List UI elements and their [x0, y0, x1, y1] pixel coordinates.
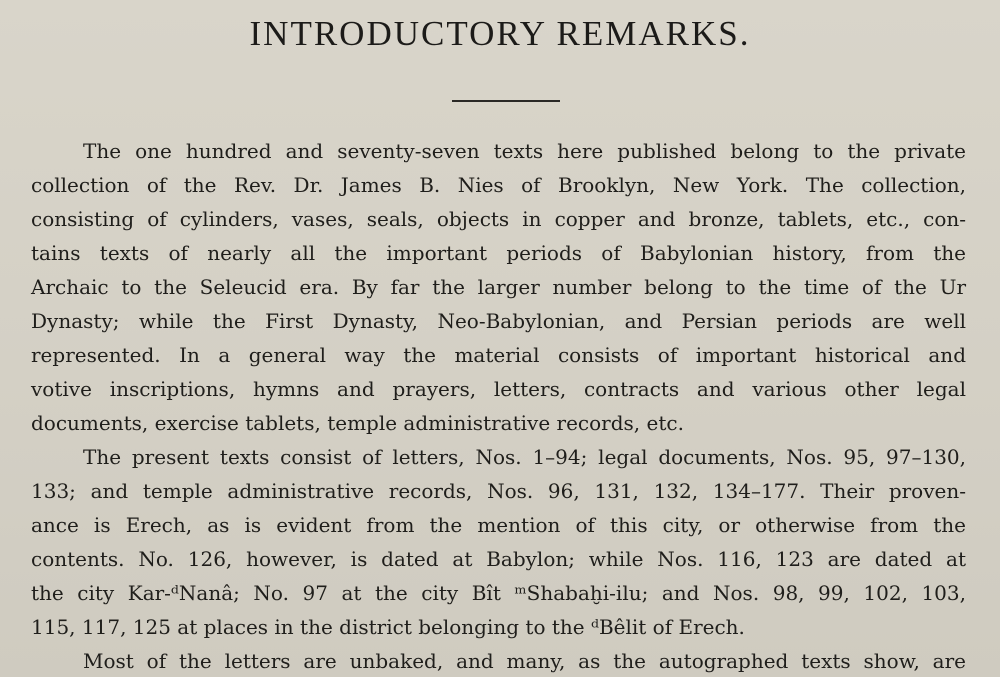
text-line: documents, exercise tablets, temple administrative records, etc. [31, 411, 684, 435]
text-line: ance is Erech, as is evident from the mention of this city, or otherwise from the [31, 513, 966, 537]
text-line: 115, 117, 125 at places in the district belonging to the ᵈBêlit of Erech. [31, 615, 745, 639]
body-text [31, 134, 966, 677]
title-rule [452, 100, 560, 102]
text-line: Most of the letters are unbaked, and many, as the autographed texts show, are [83, 649, 966, 673]
text-line: Dynasty; while the First Dynasty, Neo-Babylonian, and Persian periods are well [31, 309, 966, 333]
text-line: consisting of cylinders, vases, seals, objects in copper and bronze, tablets, etc., con- [31, 207, 966, 231]
paragraph-3 [31, 644, 966, 677]
paragraph-1 [31, 134, 966, 440]
text-line: represented. In a general way the material consists of important historical and [31, 343, 966, 367]
text-line: votive inscriptions, hymns and prayers, letters, contracts and various other legal [31, 377, 966, 401]
text-line: collection of the Rev. Dr. James B. Nies of Brooklyn, New York. The collection, [31, 173, 966, 197]
text-line: The present texts consist of letters, Nos. 1–94; legal documents, Nos. 95, 97–130, [83, 445, 966, 469]
text-line: the city Kar-ᵈNanâ; No. 97 at the city Bît ᵐShabaḫi-ilu; and Nos. 98, 99, 102, 103, [31, 581, 966, 605]
text-line: The one hundred and seventy-seven texts here published belong to the private [83, 139, 966, 163]
text-line: Archaic to the Seleucid era. By far the larger number belong to the time of the Ur [31, 275, 966, 299]
text-line: contents. No. 126, however, is dated at Babylon; while Nos. 116, 123 are dated at [31, 547, 966, 571]
text-line: tains texts of nearly all the important periods of Babylonian history, from the [31, 241, 966, 265]
page-title: INTRODUCTORY REMARKS. [249, 14, 751, 53]
text-line: 133; and temple administrative records, Nos. 96, 131, 132, 134–177. Their proven- [31, 479, 966, 503]
paragraph-2 [31, 440, 966, 644]
